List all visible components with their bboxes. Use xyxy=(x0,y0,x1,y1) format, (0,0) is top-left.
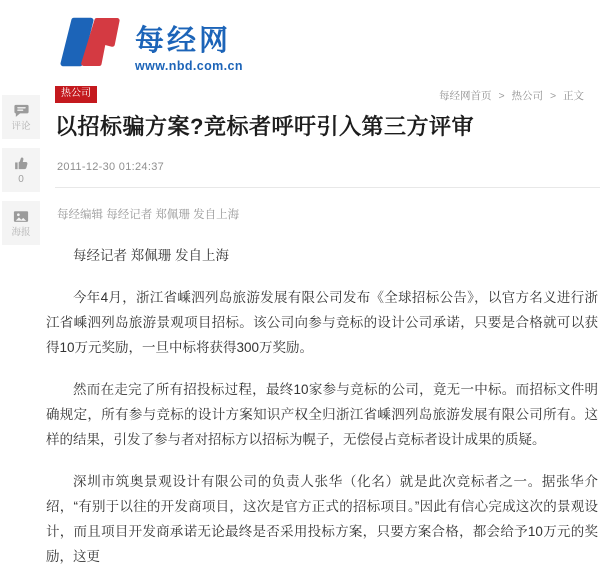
article-paragraph: 每经记者 郑佩珊 发自上海 xyxy=(73,248,230,263)
breadcrumb-separator: > xyxy=(498,90,505,102)
site-url: www.nbd.com.cn xyxy=(135,59,243,73)
category-tag[interactable]: 热公司 xyxy=(55,86,97,103)
breadcrumb-current: 正文 xyxy=(563,90,584,102)
comment-button[interactable] xyxy=(2,95,40,139)
like-button[interactable] xyxy=(2,148,40,192)
poster-image-icon xyxy=(12,208,30,225)
article-paragraph: 今年4月，浙江省嵊泗列岛旅游发展有限公司发布《全球招标公告》，以官方名义进行浙江省嵊泗列岛旅游景观项目招标。该公司向参与竞标的设计公司承诺，只要是合格就可以获得10万元奖励，一旦中标将获得300万奖励。 xyxy=(46,290,598,355)
meta-row xyxy=(55,86,584,103)
site-name: 每经网 xyxy=(135,25,232,57)
publish-date: 2011-12-30 01:24:37 xyxy=(57,161,165,173)
breadcrumb-category[interactable]: 热公司 xyxy=(511,90,544,102)
site-logo[interactable] xyxy=(56,10,243,74)
like-count: 0 xyxy=(18,174,24,185)
article-headline: 以招标骗方案?竞标者呼吁引入第三方评审 xyxy=(55,114,474,139)
poster-button[interactable] xyxy=(2,201,40,245)
poster-label: 海报 xyxy=(11,227,31,239)
share-rail xyxy=(2,95,40,254)
article-paragraph: 然而在走完了所有招投标过程，最终10家参与竞标的公司，竟无一中标。而招标文件明确规定，所有参与竞标的设计方案知识产权全归浙江省嵊泗列岛旅游发展有限公司所有。这样的结果，引发了参与者对招标方以招标为幌子，无偿侵占竞标者设计成果的质疑。 xyxy=(46,382,598,447)
article-paragraph: 深圳市筑奥景观设计有限公司的负责人张华（化名）就是此次竞标者之一。据张华介绍，“有别于以往的开发商项目，这次是官方正式的招标项目。”因此有信心完成这次的景观设计，而且项目开发商承诺无论最终是否采用投标方案，只要方案合格，都会给予10万元的奖励，这更 xyxy=(46,474,598,564)
header-divider xyxy=(55,187,600,188)
breadcrumb-separator: > xyxy=(549,90,557,102)
article-byline: 每经编辑 每经记者 郑佩珊 发自上海 xyxy=(57,209,240,221)
article-body xyxy=(46,243,598,586)
logo-text xyxy=(135,27,243,73)
breadcrumb xyxy=(439,88,584,103)
breadcrumb-home[interactable]: 每经网首页 xyxy=(439,90,492,102)
nbd-logo-icon xyxy=(56,10,128,74)
comment-icon xyxy=(13,102,30,119)
thumbs-up-icon xyxy=(13,155,30,172)
comment-label: 评论 xyxy=(11,121,31,133)
